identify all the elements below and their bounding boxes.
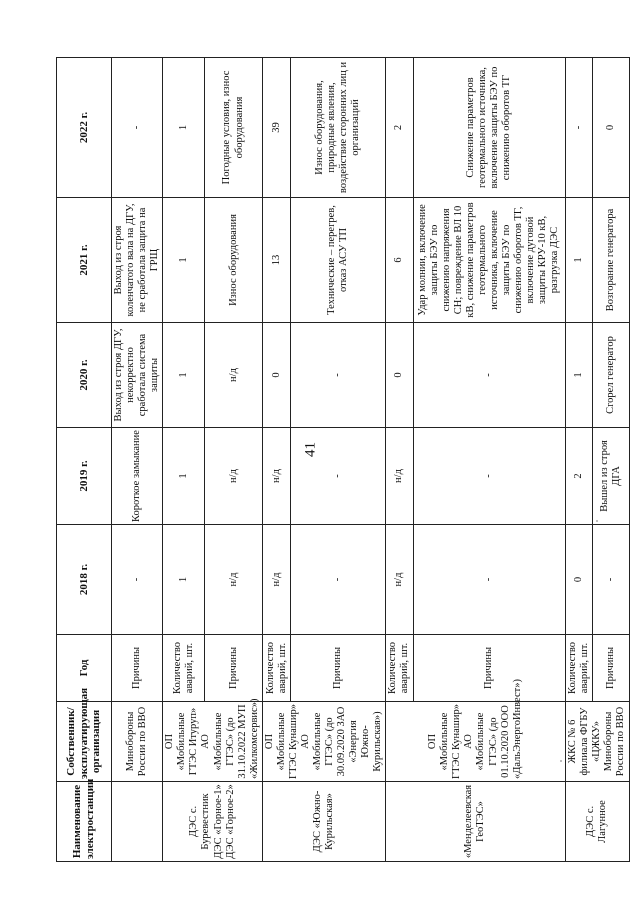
- owner-cell: Минобороны России по ВВО: [112, 702, 163, 782]
- value-cell: 39: [262, 58, 291, 198]
- value-cell: н/д: [262, 525, 291, 635]
- value-cell: Короткое замыкание: [112, 428, 163, 525]
- table-row: [112, 58, 163, 862]
- value-cell: 6: [386, 198, 413, 323]
- value-cell: 1: [163, 58, 205, 198]
- table-row: [262, 58, 291, 862]
- value-cell: Возгорание генератора: [592, 198, 629, 323]
- value-cell: 1: [565, 198, 592, 323]
- param-cell: Причины: [291, 635, 386, 702]
- value-cell: Технические – перегрев, отказ АСУ ТП: [291, 198, 386, 323]
- value-cell: 2: [386, 58, 413, 198]
- header-year-2018: 2018 г.: [57, 525, 112, 635]
- value-cell: -: [112, 58, 163, 198]
- value-cell: 1: [163, 198, 205, 323]
- header-year-2020: 2020 г.: [57, 323, 112, 428]
- value-cell: -: [291, 323, 386, 428]
- header-owner: Собственник/ эксплуатирующая организация: [57, 702, 112, 782]
- value-cell: -: [413, 323, 565, 428]
- value-cell: 1: [163, 525, 205, 635]
- header-year-2021: 2021 г.: [57, 198, 112, 323]
- value-cell: Выход из строя ДГУ, некорректно сработала система защиты: [112, 323, 163, 428]
- value-cell: Сгорел генератор: [592, 323, 629, 428]
- value-cell: -: [413, 525, 565, 635]
- value-cell: 2: [565, 428, 592, 525]
- value-cell: -: [291, 428, 386, 525]
- table-row: [163, 58, 205, 862]
- param-cell: Причины: [592, 635, 629, 702]
- param-cell: Количество аварий, шт.: [386, 635, 413, 702]
- value-cell: Погодные условия, износ оборудования: [205, 58, 262, 198]
- accidents-table: [56, 57, 630, 862]
- value-cell: -: [592, 525, 629, 635]
- value-cell: н/д: [386, 525, 413, 635]
- value-cell: 0: [565, 525, 592, 635]
- value-cell: Износ оборудования, природные явления, воздействие сторонних лиц и организаций: [291, 58, 386, 198]
- value-cell: 0: [592, 58, 629, 198]
- value-cell: Износ оборудования: [205, 198, 262, 323]
- value-cell: -: [565, 58, 592, 198]
- owner-cell: ОП «Мобильные ГТЭС Итуруп» АО «Мобильные ГТЭС» (до 31.10.2022 МУП «Жилкомсервис»): [163, 702, 263, 782]
- value-cell: -: [413, 428, 565, 525]
- value-cell: Вышел из строя ДГА: [592, 428, 629, 525]
- station-name-cell: [112, 782, 163, 862]
- value-cell: -: [112, 525, 163, 635]
- station-name-cell: ДЭС с. Буревестник ДЭС «Горное-1» ДЭС «Горное-2»: [163, 782, 263, 862]
- station-name-cell: ДЭС с. Лагунное: [565, 782, 629, 862]
- value-cell: Снижение параметров геотермального источника, включение защиты БЭУ по снижению оборотов ТГ: [413, 58, 565, 198]
- owner-cell: ОП «Мобильные ГТЭС Кунашир» АО «Мобильные ГТЭС» (до 01.10.2020 ООО «ДальЭнергоИнвест»): [386, 702, 565, 782]
- rotated-table-container: [56, 58, 627, 862]
- value-cell: 1: [163, 428, 205, 525]
- value-cell: -: [291, 525, 386, 635]
- value-cell: н/д: [262, 428, 291, 525]
- owner-cell: ОП «Мобильные ГТЭС Кунашир» АО «Мобильные ГТЭС» (до 30.09.2020 ЗАО «Энергия Южно-Курильская»): [262, 702, 386, 782]
- value-cell: 0: [386, 323, 413, 428]
- header-row: [57, 58, 112, 862]
- value-cell: н/д: [205, 428, 262, 525]
- value-cell: н/д: [386, 428, 413, 525]
- table-row: [386, 58, 413, 862]
- owner-cell: ЖКС № 6 филиала ФГБУ «ЦЖКУ» Минобороны России по ВВО: [565, 702, 629, 782]
- value-cell: Удар молнии, включение защиты БЭУ по снижению напряжения СН; повреждение ВЛ 10 кВ, снижение параметров геотермального источника, включение защиты БЭУ по снижению оборотов ТГ, включение дуговой защиты КРУ-10 кВ, разгрузка ДЭС: [413, 198, 565, 323]
- value-cell: н/д: [205, 323, 262, 428]
- value-cell: 13: [262, 198, 291, 323]
- param-cell: Причины: [205, 635, 262, 702]
- param-cell: Причины: [112, 635, 163, 702]
- header-year-2019: 2019 г.: [57, 428, 112, 525]
- table-row: [565, 58, 592, 862]
- header-param: Год: [57, 635, 112, 702]
- param-cell: Количество аварий, шт.: [262, 635, 291, 702]
- station-name-cell: «Менделеевская ГеоТЭС»: [386, 782, 565, 862]
- station-name-cell: ДЭС «Южно-Курильская»: [262, 782, 386, 862]
- value-cell: 0: [262, 323, 291, 428]
- header-year-2022: 2022 г.: [57, 58, 112, 198]
- param-cell: Количество аварий, шт.: [565, 635, 592, 702]
- value-cell: 1: [163, 323, 205, 428]
- param-cell: Количество аварий, шт.: [163, 635, 205, 702]
- value-cell: 1: [565, 323, 592, 428]
- value-cell: Выход из строя коленчатого вала на ДГУ, не сработала защита на ГРЩ: [112, 198, 163, 323]
- page-number: 41: [302, 442, 319, 457]
- param-cell: Причины: [413, 635, 565, 702]
- header-station-name: Наименование электростанции: [57, 782, 112, 862]
- value-cell: н/д: [205, 525, 262, 635]
